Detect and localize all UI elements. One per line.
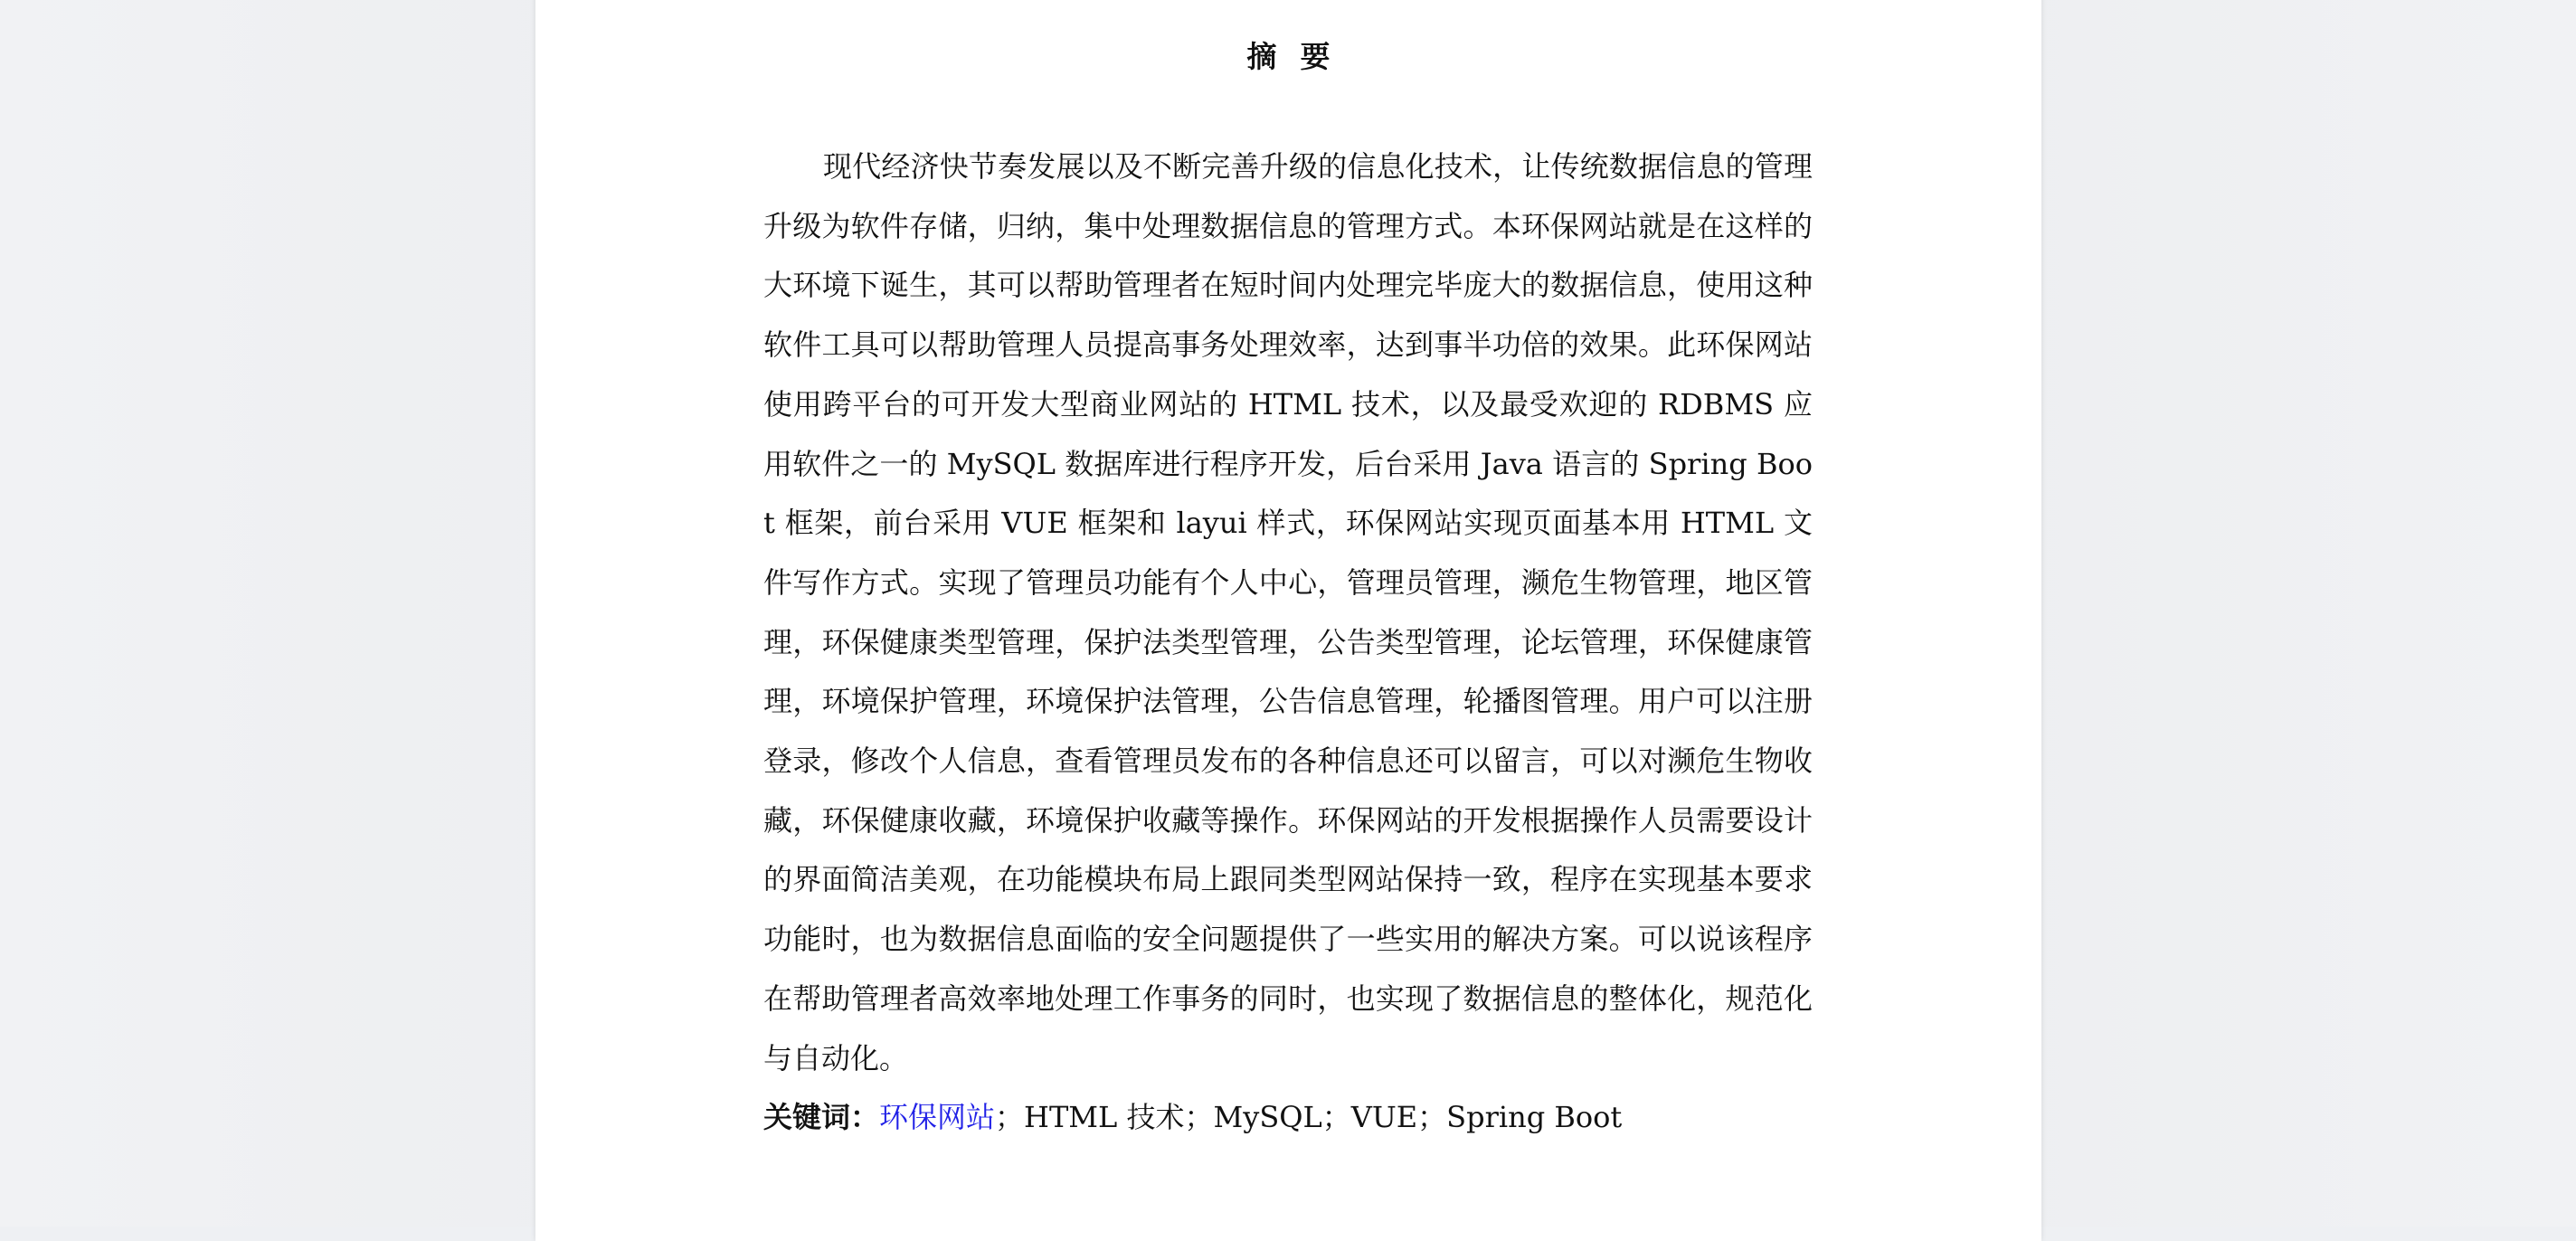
page-title: 摘要: [1246, 39, 1354, 74]
keywords-line: [763, 1088, 1813, 1148]
abstract-paragraph: 现代经济快节奏发展以及不断完善升级的信息化技术，让传统数据信息的管理升级为软件存储，归纳，集中处理数据信息的管理方式。本环保网站就是在这样的大环境下诞生，其可以帮助管理者在短时间内处理完毕庞大的数据信息，使用这种软件工具可以帮助管理人员提高事务处理效率，达到事半功倍的效果。此环保网站使用跨平台的可开发大型商业网站的 HTML 技术，以及最受欢迎的 RDBMS 应用软件之一的 MySQL 数据库进行程序开发，后台采用 Java 语言的 Spring Boot 框架，前台采用 VUE 框架和 layui 样式，环保网站实现页面基本用 HTML 文件写作方式。实现了管理员功能有个人中心，管理员管理，濒危生物管理，地区管理，环保健康类型管理，保护法类型管理，公告类型管理，论坛管理，环保健康管理，环境保护管理，环境保护法管理，公告信息管理，轮播图管理。用户可以注册登录，修改个人信息，查看管理员发布的各种信息还可以留言，可以对濒危生物收藏，环保健康收藏，环境保护收藏等操作。环保网站的开发根据操作人员需要设计的界面简洁美观，在功能模块布局上跟同类型网站保持一致，程序在实现基本要求功能时，也为数据信息面临的安全问题提供了一些实用的解决方案。可以说该程序在帮助管理者高效率地处理工作事务的同时，也实现了数据信息的整体化，规范化与自动化。: [763, 149, 1813, 1075]
keywords-rest: ；HTML 技术；MySQL；VUE；Spring Boot: [995, 1100, 1623, 1135]
page-content: [763, 137, 1813, 1148]
document-page: [535, 0, 2041, 1241]
keywords-label: 关键词：: [763, 1100, 880, 1135]
keyword-link[interactable]: 环保网站: [879, 1100, 996, 1135]
